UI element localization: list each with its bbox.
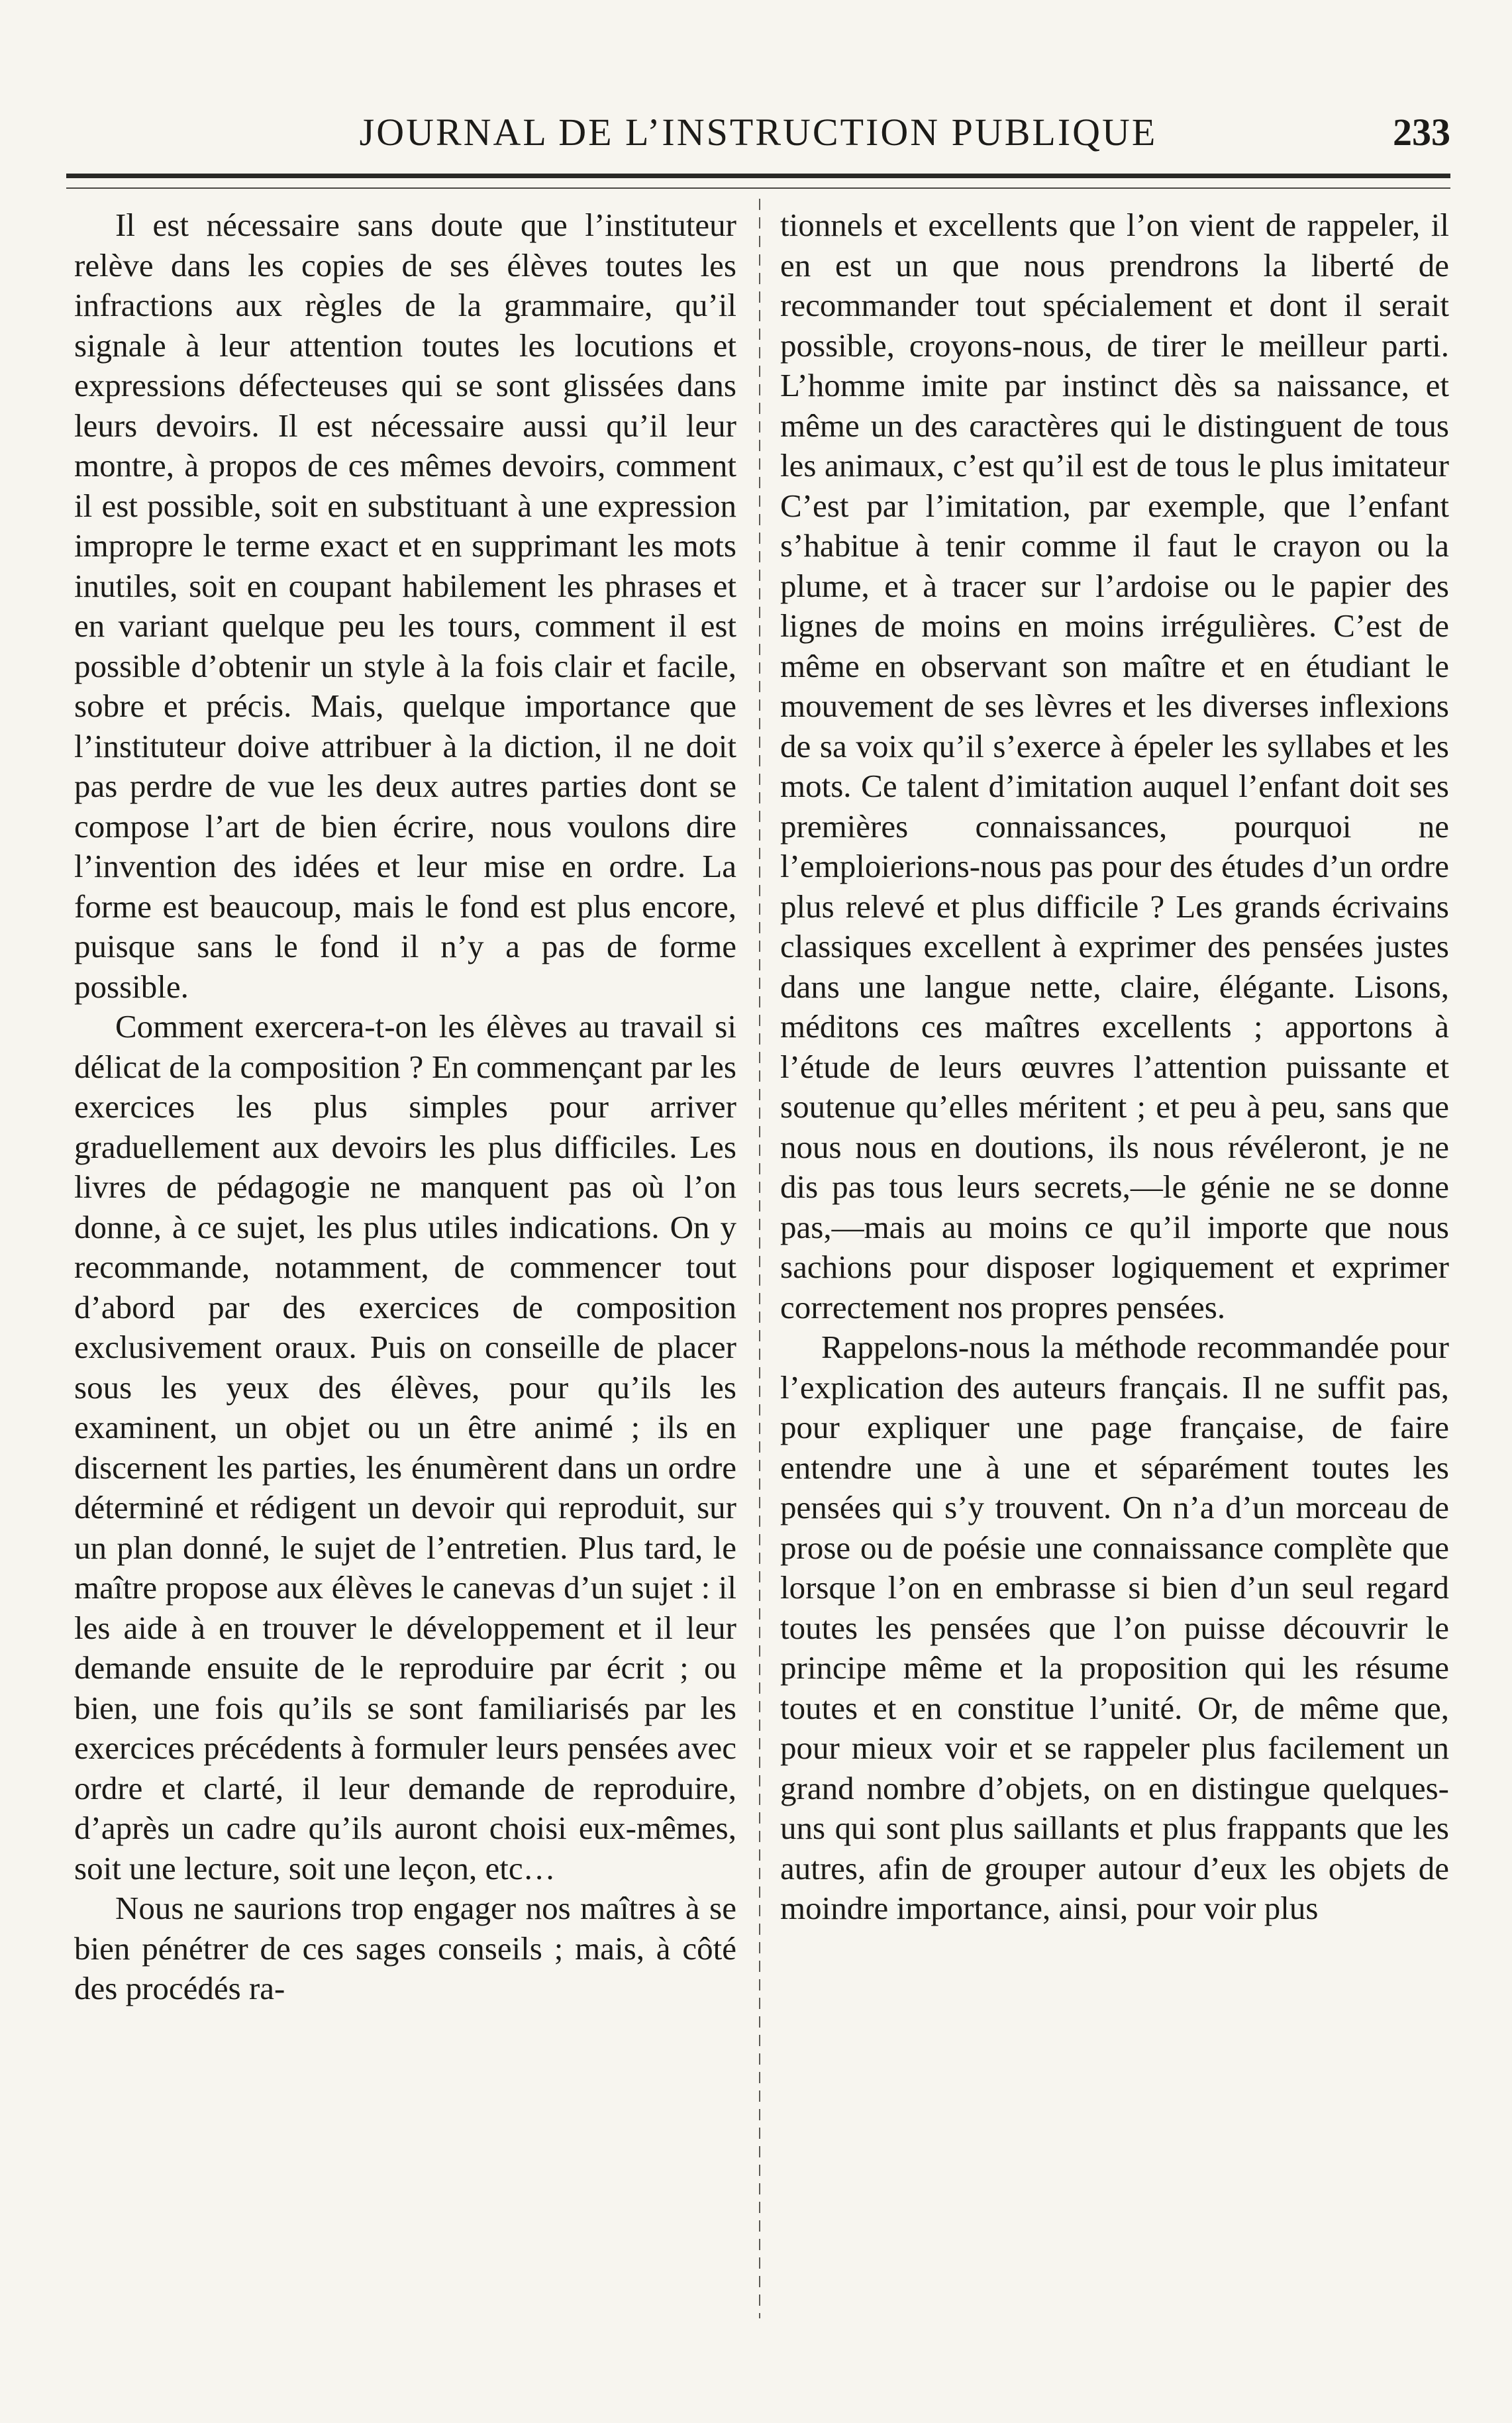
- paragraph: tionnels et excellents que l’on vient de rappeler, il en est un que nous prendrons la liberté de recommander tout spécialement et dont il serait possible, croyons-nous, de tirer le meilleur parti. L’homme imite par instinct dès sa naissance, et même un des caractères qui le distinguent de tous les animaux, c’est qu’il est de tous le plus imitateur C’est par l’imitation, par exemple, que l’enfant s’habitue à tenir comme il faut le crayon ou la plume, et à tracer sur l’ardoise ou le papier des lignes de moins en moins irrégulières. C’est de même en observant son maître et en étudiant le mouvement de ses lèvres et les diverses inflexions de sa voix qu’il s’exerce à épeler les syllabes et les mots. Ce talent d’imitation auquel l’enfant doit ses premières connaissances, pourquoi ne l’emploierions-nous pas pour des études d’un ordre plus relevé et plus difficile ? Les grands écrivains classiques excellent à exprimer des pensées justes dans une langue nette, claire, élégante. Lisons, méditons ces maîtres excellents ; apportons à l’étude de leurs œuvres l’attention puissante et soutenue qu’elles méritent ; et peu à peu, sans que nous nous en doutions, ils nous révéleront, je ne dis pas tous leurs secrets,—le génie ne se donne pas,—mais au moins ce qu’il importe que nous sachions pour disposer logiquement et exprimer correctement nos propres pensées.: [780, 207, 1449, 1325]
- header-rule-thick: [66, 174, 1450, 178]
- left-column: [74, 205, 736, 2009]
- paragraph: Nous ne saurions trop engager nos maîtres à se bien pénétrer de ces sages conseils ; mais, à côté des procédés ra-: [74, 1890, 736, 2006]
- running-header: [66, 106, 1450, 159]
- column-divider: [759, 199, 760, 2318]
- page-number: 233: [1393, 111, 1450, 154]
- paragraph: Rappelons-nous la méthode recommandée pour l’explication des auteurs français. Il ne suffit pas, pour expliquer une page française, de faire entendre une à une et séparément toutes les pensées qui s’y trouvent. On n’a d’un morceau de prose ou de poésie une connaissance complète que lorsque l’on en embrasse si bien d’un seul regard toutes les pensées que l’on puisse découvrir le principe même et la proposition qui les résume toutes et en constitue l’unité. Or, de même que, pour mieux voir et se rappeler plus facilement un grand nombre d’objets, on en distingue quelques-uns qui sont plus saillants et plus frappants que les autres, afin de grouper autour d’eux les objets de moindre importance, ainsi, pour voir plus: [780, 1329, 1449, 1926]
- paragraph: Il est nécessaire sans doute que l’instituteur relève dans les copies de ses élèves toutes les infractions aux règles de la grammaire, qu’il signale à leur attention toutes les locutions et expressions défecteuses qui se sont glissées dans leurs devoirs. Il est nécessaire aussi qu’il leur montre, à propos de ces mêmes devoirs, comment il est possible, soit en substituant à une expression impropre le terme exact et en supprimant les mots inutiles, soit en coupant habilement les phrases et en variant quelque peu les tours, comment il est possible d’obtenir un style à la fois clair et facile, sobre et précis. Mais, quelque importance que l’instituteur doive attribuer à la diction, il ne doit pas perdre de vue les deux autres parties dont se compose l’art de bien écrire, nous voulons dire l’invention des idées et leur mise en ordre. La forme est beaucoup, mais le fond est plus encore, puisque sans le fond il n’y a pas de forme possible.: [74, 207, 736, 1005]
- header-rule-thin: [66, 187, 1450, 189]
- paragraph: Comment exercera-t-on les élèves au travail si délicat de la composition ? En commençant par les exercices les plus simples pour arriver graduellement aux devoirs les plus difficiles. Les livres de pédagogie ne manquent pas où l’on donne, à ce sujet, les plus utiles indications. On y recommande, notamment, de commencer tout d’abord par des exercices de composition exclusivement oraux. Puis on conseille de placer sous les yeux des élèves, pour qu’ils les examinent, un objet ou un être animé ; ils en discernent les parties, les énumèrent dans un ordre déterminé et rédigent un devoir qui reproduit, sur un plan donné, le sujet de l’entretien. Plus tard, le maître propose aux élèves le canevas d’un sujet : il les aide à en trouver le développement et il leur demande ensuite de le reproduire par écrit ; ou bien, une fois qu’ils se sont familiarisés par les exercices précédents à formuler leurs pensées avec ordre et clarté, il leur demande de reproduire, d’après un cadre qu’ils auront choisi eux-mêmes, soit une lecture, soit une leçon, etc…: [74, 1008, 736, 1886]
- journal-title: JOURNAL DE L’INSTRUCTION PUBLIQUE: [359, 111, 1158, 154]
- right-column: [780, 205, 1449, 1929]
